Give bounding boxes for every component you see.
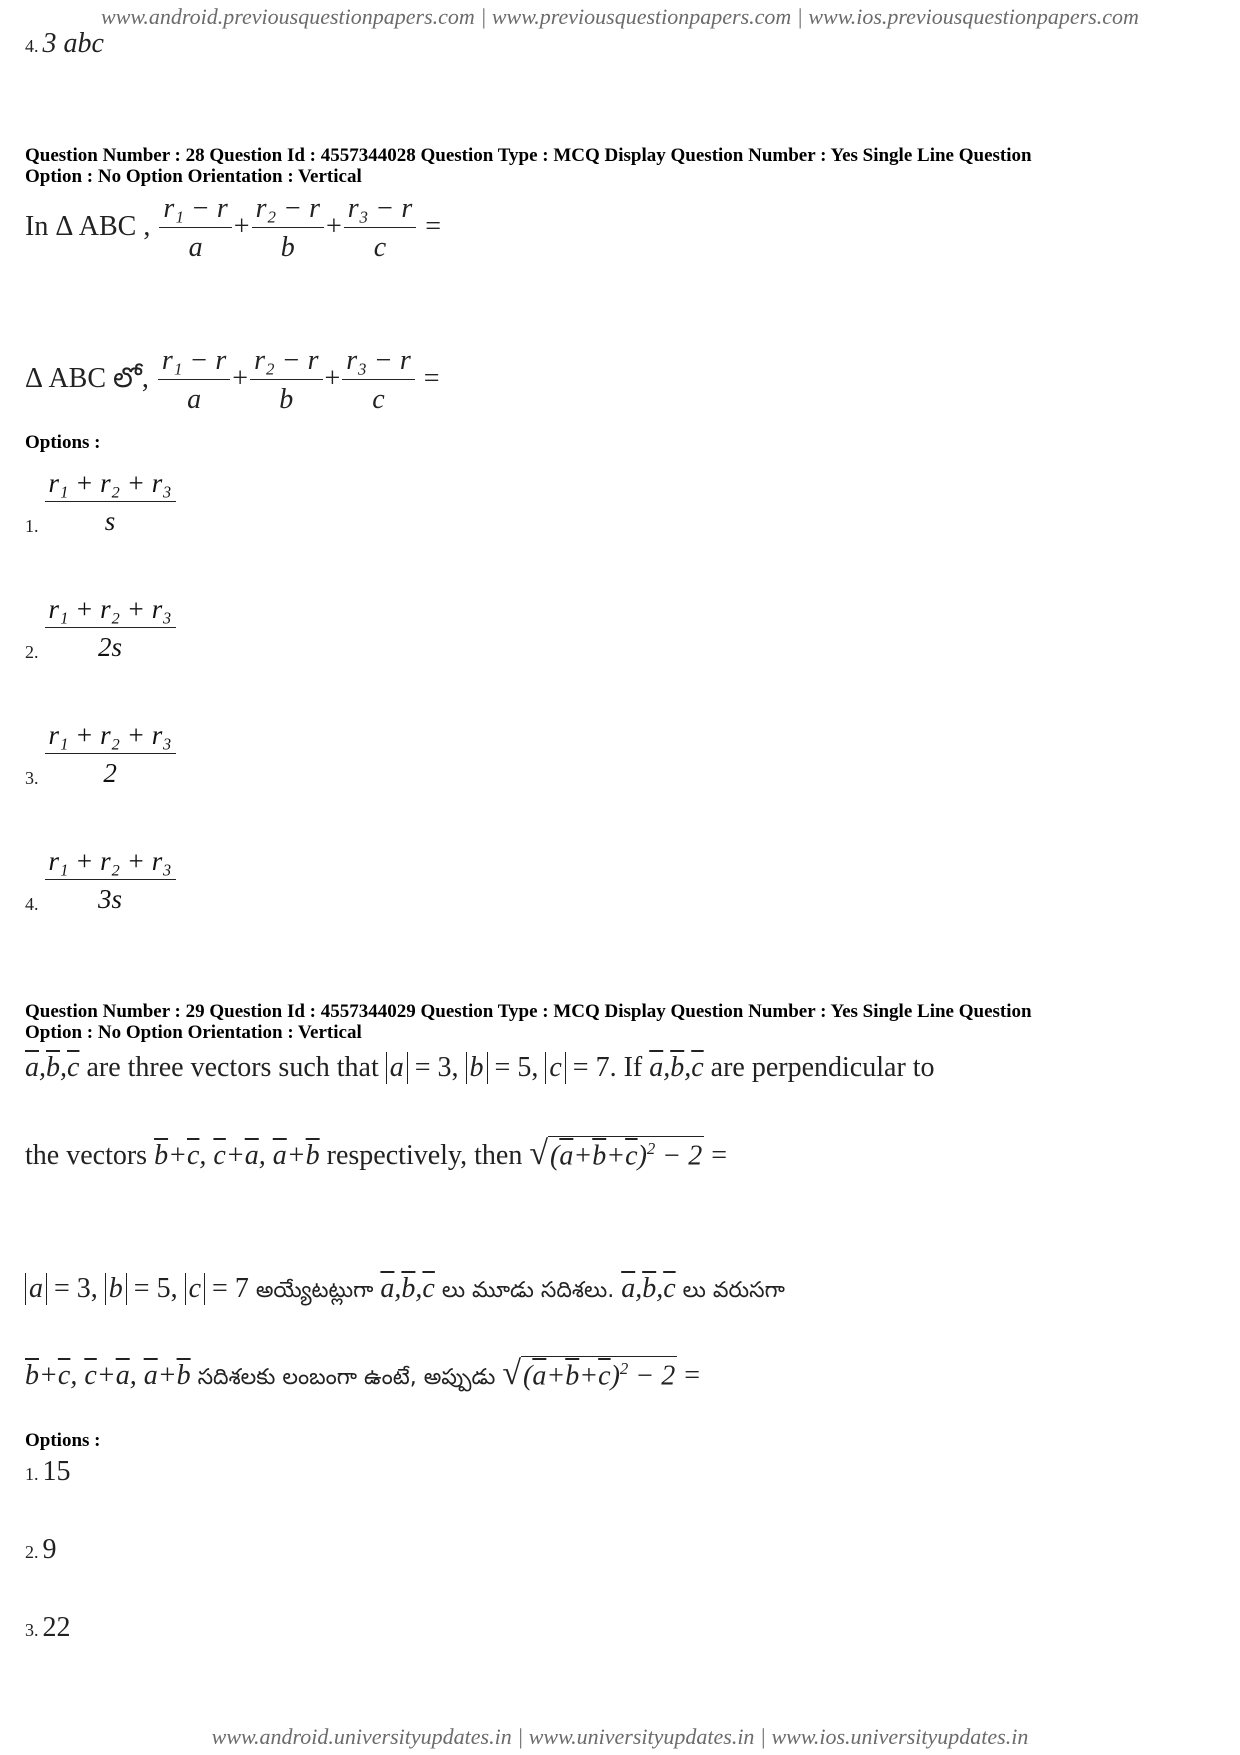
q29-te-line2: $\overline{b}+\overline{c}$, $\overline{c}+\overline{a}$, $\overline{a}+\overline{b}$ సదిశలకు లంబంగా ఉంటే, అప్పుడు $√(\overline{a}+\overline{b}+\overline{c})^2 - 2$ = [25,1355,701,1392]
q28-option-1[interactable]: 1. $\frac{\text{r₁ + r₂ + r₃}}{s}$ [25,468,178,537]
q29-options-label: Options : [25,1430,101,1451]
footer-watermark: www.android.universityupdates.in | www.universityupdates.in | www.ios.universityupdates.in [211,1724,1029,1749]
q28-en-prefix: In Δ ABC , [25,210,151,242]
q29-option-1[interactable]: 1. 15 [25,1456,71,1487]
q28-option-4-frac: $\frac{\text{r₁ + r₂ + r₃}}{3s}$ [45,846,176,915]
q28-meta-line1: Question Number : 28 Question Id : 4557344028 Question Type : MCQ Display Question Number : Yes Single Line Question [25,145,1032,166]
q28-te-frac-2: $\frac{\text{r₂ − r}}{b}$ [250,345,322,416]
q29-meta [25,1001,1032,1043]
q28-question-en: In Δ ABC , $\frac{\text{r₁ − r}}{a}$ + $\frac{\text{r₂ − r}}{b}$ + $\frac{\text{r₃ − r}}{c}$ = [25,193,442,263]
q28-options-label: Options : [25,432,101,453]
q28-te-frac-1: $\frac{\text{r₁ − r}}{a}$ [158,345,230,416]
q29-meta-line1: Question Number : 29 Question Id : 4557344029 Question Type : MCQ Display Question Number : Yes Single Line Question [25,1001,1032,1022]
q29-en-line1: $\overline{a},\overline{b},\overline{c}$ are three vectors such that a = 3, b = 5, c = 7. If $\overline{a},\overline{b},\overline{c}$ are perpendicular to [25,1052,935,1083]
q29-meta-line2: Option : No Option Orientation : Vertical [25,1022,362,1043]
q29-option-3[interactable]: 3. 22 [25,1612,71,1643]
header-watermark: www.android.previousquestionpapers.com | www.previousquestionpapers.com | www.ios.previousquestionpapers.com [101,4,1139,29]
q29-te-line1: a = 3, b = 5, c = 7 అయ్యేటట్లుగా $\overline{a},\overline{b},\overline{c}$ లు మూడు సదిశలు. $\overline{a},\overline{b},\overline{c}$ లు వరుసగా [25,1273,785,1308]
q28-te-frac-3: $\frac{\text{r₃ − r}}{c}$ [342,345,414,416]
q28-frac-1: $\frac{\text{r₁ − r}}{a}$ [159,193,231,264]
q28-frac-3: $\frac{\text{r₃ − r}}{c}$ [344,193,416,264]
q28-option-3[interactable]: 3. $\frac{\text{r₁ + r₂ + r₃}}{2}$ [25,720,178,789]
q28-option-4[interactable]: 4. $\frac{\text{r₁ + r₂ + r₃}}{3s}$ [25,846,178,915]
q28-option-1-frac: $\frac{\text{r₁ + r₂ + r₃}}{s}$ [45,468,176,537]
q28-option-2-frac: $\frac{\text{r₁ + r₂ + r₃}}{2s}$ [45,594,176,663]
q29-en-line2: the vectors $\overline{b}+\overline{c}$, $\overline{c}+\overline{a}$, $\overline{a}+\overline{b}$ respectively, then $√(\overline{a}+\overline{b}+\overline{c})^2 - 2$ = [25,1135,727,1172]
q28-te-prefix: Δ ABC లో, [25,362,149,394]
prev-option-4-number: 4. [25,36,39,56]
q29-option-2[interactable]: 2. 9 [25,1534,57,1565]
q28-meta [25,145,1032,187]
prev-option-4-text: 3 abc [42,28,104,59]
q28-question-te: Δ ABC లో, $\frac{\text{r₁ − r}}{a}$ + $\frac{\text{r₂ − r}}{b}$ + $\frac{\text{r₃ − r}}{c}$ = [25,345,440,415]
q28-option-3-frac: $\frac{\text{r₁ + r₂ + r₃}}{2}$ [45,720,176,789]
q28-meta-line2: Option : No Option Orientation : Vertical [25,166,362,187]
q28-frac-2: $\frac{\text{r₂ − r}}{b}$ [252,193,324,264]
prev-option-4 [25,28,104,60]
q28-option-2[interactable]: 2. $\frac{\text{r₁ + r₂ + r₃}}{2s}$ [25,594,178,663]
